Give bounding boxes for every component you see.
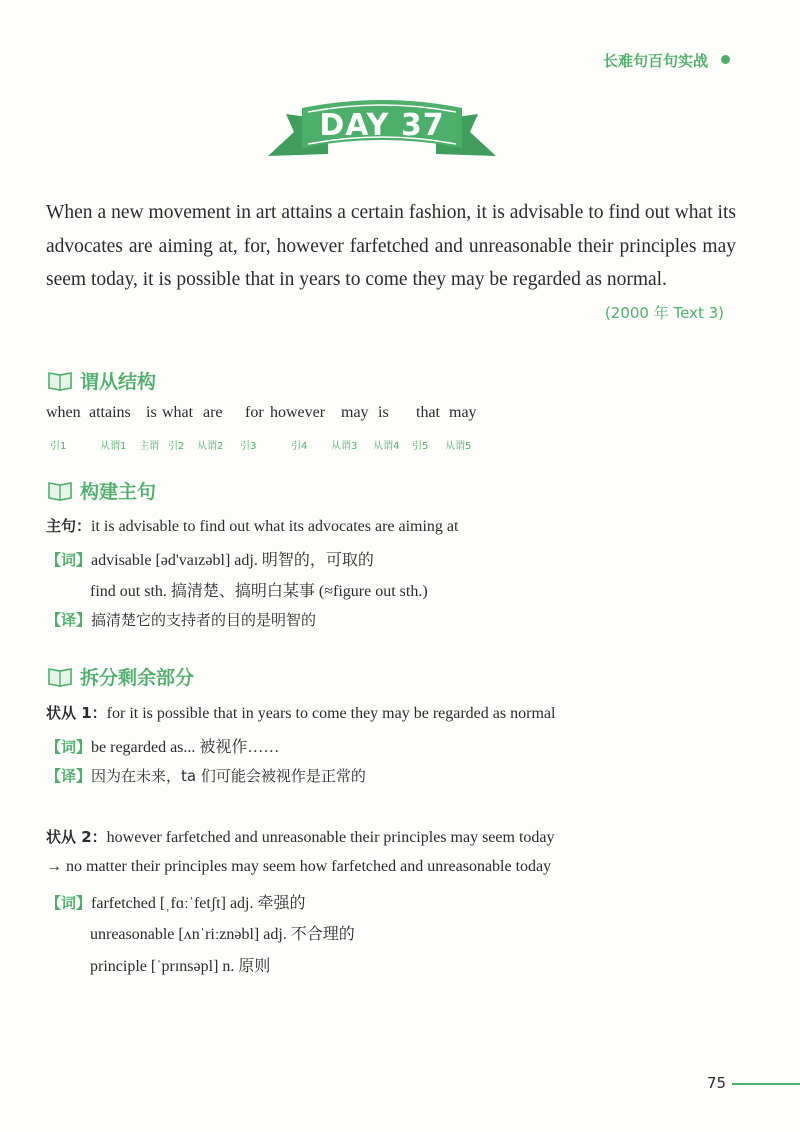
section-heading-remaining xyxy=(46,662,194,690)
header-dot xyxy=(721,55,730,64)
struct-word: is xyxy=(146,404,157,421)
struct-tag: 引2 xyxy=(168,441,185,452)
struct-word: when xyxy=(46,404,81,421)
translation-text: 因为在未来，ta 们可能会被视作是正常的 xyxy=(91,767,366,785)
struct-word: that xyxy=(416,404,440,421)
day-ribbon xyxy=(268,96,496,162)
struct-word: may xyxy=(341,404,369,421)
vocab-entry: find out sth. 搞清楚、搞明白某事 (≈figure out sth.) xyxy=(90,583,428,600)
struct-word: however xyxy=(270,404,326,421)
struct-word: are xyxy=(203,404,223,421)
ci-tag: 【词】 xyxy=(46,551,92,569)
section-title: 谓从结构 xyxy=(80,370,157,393)
struct-tag: 引3 xyxy=(240,441,257,452)
book-icon xyxy=(46,369,74,391)
book-icon xyxy=(46,479,74,501)
vocab-line xyxy=(90,921,355,944)
struct-tag: 从谓1 xyxy=(100,441,127,452)
struct-tag: 从谓2 xyxy=(197,441,224,452)
clause-label: 状从 2： xyxy=(46,828,107,846)
struct-word: attains xyxy=(89,404,131,421)
struct-word: may xyxy=(449,404,477,421)
struct-tag: 引1 xyxy=(50,441,67,452)
clause-text: for it is possible that in years to come they may be regarded as normal xyxy=(106,705,556,722)
page-rule xyxy=(732,1083,800,1085)
yi-tag: 【译】 xyxy=(46,611,92,629)
running-header: 长难句百句实战 xyxy=(602,52,708,70)
struct-word: what xyxy=(162,404,194,421)
main-clause-line xyxy=(46,515,458,536)
vocab-entry: be regarded as... 被视作…… xyxy=(91,739,280,756)
main-clause-text: it is advisable to find out what its advocates are aiming at xyxy=(91,518,459,535)
source-citation: (2000 年 Text 3) xyxy=(604,304,724,322)
clause-label: 状从 1： xyxy=(46,704,107,722)
yi-tag: 【译】 xyxy=(46,767,92,785)
struct-word: for xyxy=(245,404,264,421)
book-icon xyxy=(46,665,74,687)
vocab-entry: farfetched [ˌfɑːˈfetʃt] adj. 牵强的 xyxy=(91,895,306,912)
translation-line xyxy=(46,609,316,630)
vocab-line xyxy=(46,734,279,757)
section-heading-structure xyxy=(46,366,156,394)
vocab-entry: principle [ˈprɪnsəpl] n. 原则 xyxy=(90,958,271,975)
struct-word: is xyxy=(378,404,389,421)
vocab-line xyxy=(46,890,306,913)
vocab-line xyxy=(90,578,428,601)
day-label: DAY 37 xyxy=(319,108,445,143)
vocab-line xyxy=(46,547,374,570)
clause-text: however farfetched and unreasonable their principles may seem today xyxy=(106,829,555,846)
section-heading-main-clause xyxy=(46,476,156,504)
section-title: 构建主句 xyxy=(80,480,157,503)
struct-tag: 引4 xyxy=(291,441,308,452)
translation-line xyxy=(46,765,366,786)
ci-tag: 【词】 xyxy=(46,894,92,912)
main-clause-label: 主句： xyxy=(46,517,92,535)
rewrite-line xyxy=(46,858,551,876)
struct-tag: 从谓4 xyxy=(373,441,400,452)
clause-line xyxy=(46,826,554,847)
rewrite-text: → no matter their principles may seem how farfetched and unreasonable today xyxy=(46,858,552,875)
ci-tag: 【词】 xyxy=(46,738,92,756)
clause-line xyxy=(46,702,555,723)
vocab-entry: unreasonable [ʌnˈriːznəbl] adj. 不合理的 xyxy=(90,926,355,943)
translation-text: 搞清楚它的支持者的目的是明智的 xyxy=(91,611,317,629)
example-sentence: When a new movement in art attains a certain fashion, it is advisable to find out what its advocates are aiming at, for, however farfetched and unreasonable their principles may seem today, it is possible that in years to come they may be regarded as normal. xyxy=(46,202,736,290)
struct-tag: 引5 xyxy=(412,441,429,452)
struct-tag: 从谓5 xyxy=(445,441,472,452)
section-title: 拆分剩余部分 xyxy=(80,666,195,689)
struct-tag: 主谓 xyxy=(139,441,159,452)
struct-tag: 从谓3 xyxy=(331,441,358,452)
vocab-entry: advisable [əd'vaɪzəbl] adj. 明智的，可取的 xyxy=(91,552,374,569)
vocab-line xyxy=(90,953,270,976)
page-number: 75 xyxy=(707,1074,727,1092)
